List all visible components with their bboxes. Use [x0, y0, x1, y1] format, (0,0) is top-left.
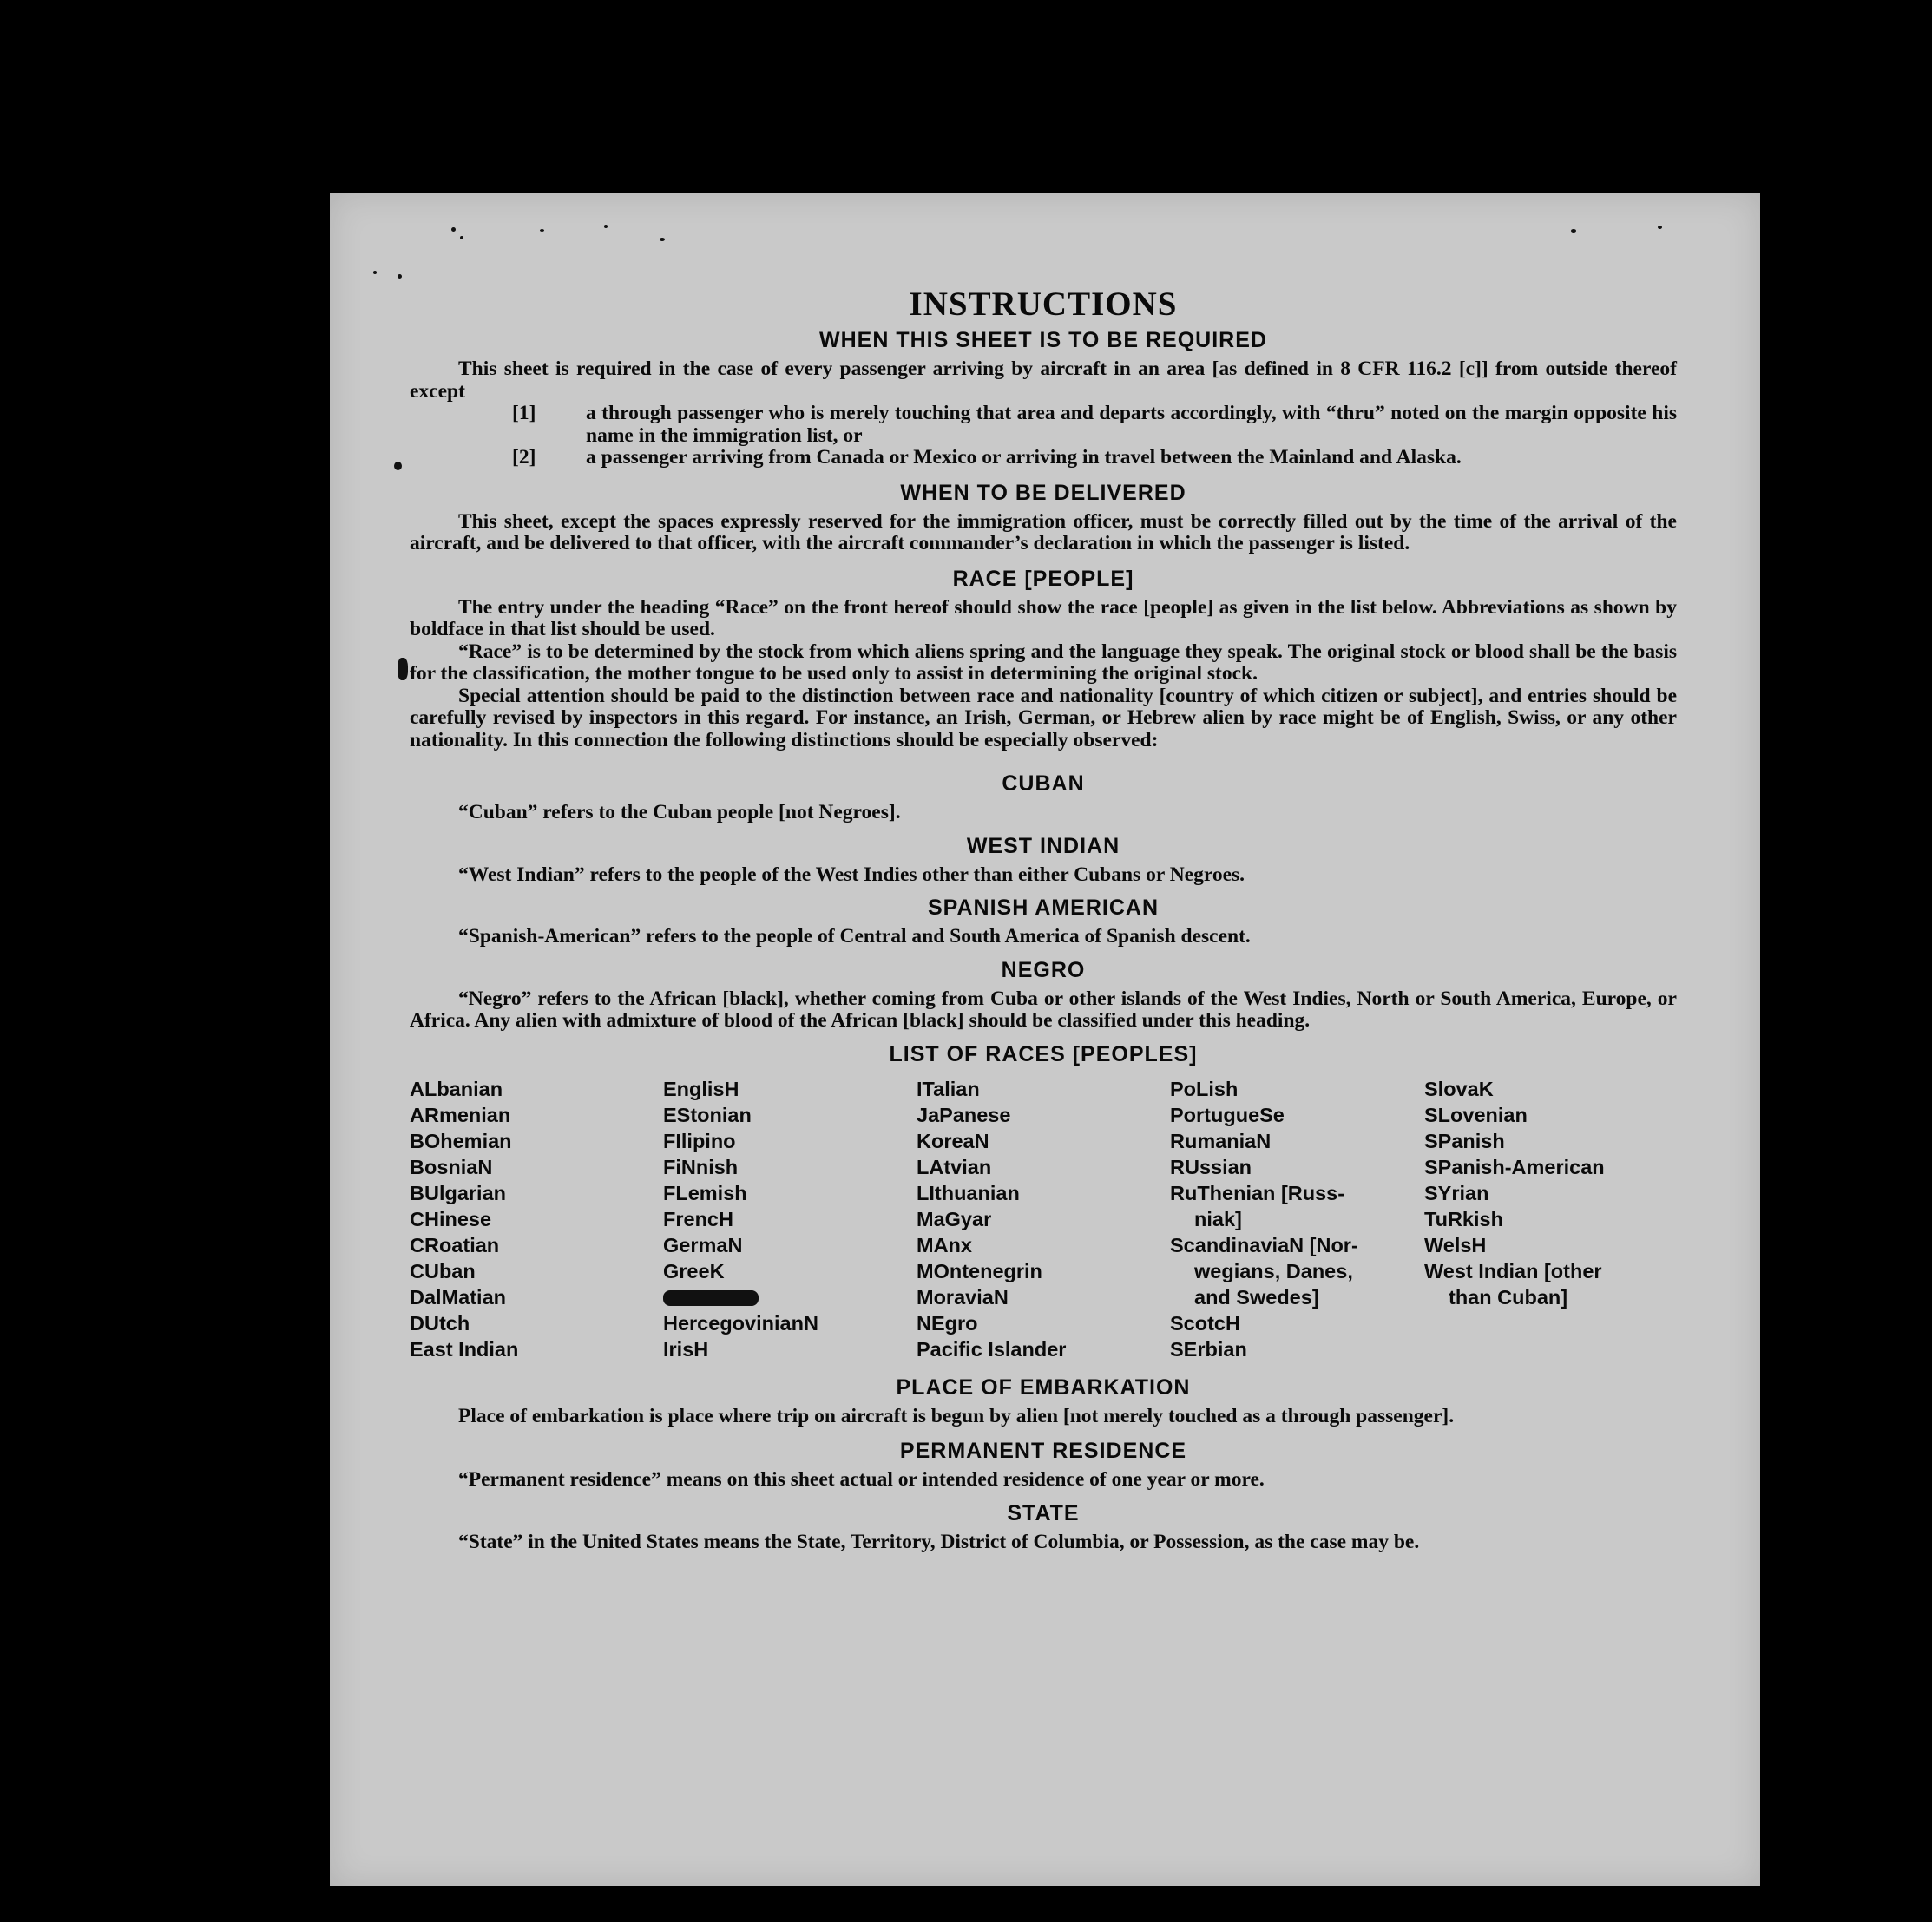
race-entry: FLemish: [663, 1181, 747, 1204]
race-entry: PortugueSe: [1170, 1103, 1285, 1126]
state-text: “State” in the United States means the State, Territory, District of Columbia, or Possession, as the case may be.: [458, 1530, 1420, 1553]
section-heading-list-of-races: LIST OF RACES [PEOPLES]: [889, 1041, 1198, 1066]
item-text: a through passenger who is merely touching that area and departs accordingly, with “thru” noted on the margin opposite his name in the immigration list, or: [586, 402, 1677, 447]
embarkation-text: Place of embarkation is place where trip on aircraft is begun by alien [not merely touched as a through passenger].: [458, 1404, 1455, 1427]
race-entry: SErbian: [1170, 1337, 1247, 1361]
races-column-1: [410, 1076, 663, 1362]
ink-speck: [398, 274, 402, 279]
races-column-3: [917, 1076, 1170, 1362]
race-entry: ARmenian: [410, 1103, 511, 1126]
race-entry: EStonian: [663, 1103, 752, 1126]
cuban-text: “Cuban” refers to the Cuban people [not Negroes].: [458, 801, 901, 823]
section-heading-race: RACE [PEOPLE]: [952, 566, 1134, 591]
race-entry: TuRkish: [1424, 1207, 1503, 1230]
race-entry: Pacific Islander: [917, 1337, 1067, 1361]
race-entry: MOntenegrin: [917, 1259, 1042, 1282]
race-entry: NEgro: [917, 1311, 978, 1335]
race-entry: EnglisH: [663, 1077, 739, 1100]
race-paragraph-1: The entry under the heading “Race” on the front hereof should show the race [people] as given in the list below. Abbreviations as shown by boldface in that list should be used.: [410, 595, 1677, 640]
race-entry: ScotcH: [1170, 1311, 1240, 1335]
ink-speck: [398, 658, 408, 680]
race-entry: ScandinaviaN [Nor-: [1170, 1233, 1358, 1256]
section-heading-embarkation: PLACE OF EMBARKATION: [896, 1374, 1191, 1400]
ink-speck: [540, 229, 544, 232]
races-list: [410, 1076, 1677, 1362]
races-column-5: [1424, 1076, 1677, 1362]
race-entry: WelsH: [1424, 1233, 1487, 1256]
section-heading-spanish-american: SPANISH AMERICAN: [927, 895, 1159, 920]
race-entry-continued: and Swedes]: [1194, 1285, 1319, 1309]
race-entry: SPanish: [1424, 1129, 1505, 1152]
race-entry: IrisH: [663, 1337, 709, 1361]
race-entry: DUtch: [410, 1311, 470, 1335]
race-entry: GermaN: [663, 1233, 743, 1256]
ink-speck: [1658, 226, 1662, 229]
race-entry: RUssian: [1170, 1155, 1252, 1178]
race-entry: BUlgarian: [410, 1181, 506, 1204]
residence-text: “Permanent residence” means on this sheet actual or intended residence of one year or more.: [458, 1468, 1265, 1491]
section-heading-residence: PERMANENT RESIDENCE: [899, 1439, 1187, 1463]
race-entry: LIthuanian: [917, 1181, 1020, 1204]
item-text: a passenger arriving from Canada or Mexico or arriving in travel between the Mainland and Alaska.: [586, 446, 1462, 469]
ink-speck: [373, 271, 377, 274]
race-entry: ALbanian: [410, 1077, 503, 1100]
exception-item-1: [410, 403, 1677, 447]
race-paragraph-2: “Race” is to be determined by the stock from which aliens spring and the language they speak. The original stock or blood shall be the basis for the classification, the mother tongue to be used only to assist in determining the original stock.: [410, 640, 1677, 685]
race-entry: CUban: [410, 1259, 476, 1282]
page-title: INSTRUCTIONS: [909, 285, 1178, 323]
race-entry: SPanish-American: [1424, 1155, 1605, 1178]
race-entry: RuThenian [Russ-: [1170, 1181, 1345, 1204]
race-entry: DalMatian: [410, 1285, 506, 1309]
race-entry: CHinese: [410, 1207, 492, 1230]
race-entry: KoreaN: [917, 1129, 989, 1152]
ink-speck: [451, 227, 456, 232]
delivered-text: This sheet, except the spaces expressly reserved for the immigration officer, must be correctly filled out by the time of the arrival of the aircraft, and be delivered to that officer, with the aircraft commander’s declaration in which the passenger is listed.: [410, 509, 1677, 554]
race-entry: SlovaK: [1424, 1077, 1494, 1100]
race-paragraph-3: Special attention should be paid to the distinction between race and nationality [country of which citizen or subject], and entries should be carefully revised by inspectors in this regard. For instance, an Irish, German, or Hebrew alien by race might be of English, Swiss, or any other nationality. In this connection the following distinctions should be especially observed:: [410, 684, 1677, 751]
race-entry: CRoatian: [410, 1233, 500, 1256]
race-entry: HercegovinianN: [663, 1311, 818, 1335]
ink-speck: [460, 236, 463, 239]
race-entry: PoLish: [1170, 1077, 1239, 1100]
race-entry: East Indian: [410, 1337, 519, 1361]
race-entry-continued: than Cuban]: [1449, 1285, 1568, 1309]
section-heading-negro: NEGRO: [1001, 957, 1086, 982]
section-heading-delivered: WHEN TO BE DELIVERED: [900, 480, 1186, 505]
race-entry: FrencH: [663, 1207, 733, 1230]
race-entry: SLovenian: [1424, 1103, 1528, 1126]
section-heading-state: STATE: [1007, 1500, 1080, 1525]
race-entry-continued: wegians, Danes,: [1194, 1259, 1353, 1282]
spanish-american-text: “Spanish-American” refers to the people of Central and South America of Spanish descent.: [458, 925, 1251, 948]
exception-item-2: [410, 447, 1677, 469]
instructions-content: [410, 284, 1677, 1553]
races-column-2: [663, 1076, 917, 1362]
redacted-entry: [663, 1284, 917, 1310]
required-intro: This sheet is required in the case of every passenger arriving by aircraft in an area [as defined in 8 CFR 116.2 [c]] from outside thereof except: [410, 358, 1677, 403]
race-entry: FIlipino: [663, 1129, 736, 1152]
section-heading-cuban: CUBAN: [1002, 771, 1085, 796]
section-heading-required: WHEN THIS SHEET IS TO BE REQUIRED: [819, 328, 1267, 352]
negro-text: “Negro” refers to the African [black], whether coming from Cuba or other islands of the West Indies, North or South America, Europe, or Africa. Any alien with admixture of blood of the African [black] should be classified under this heading.: [410, 987, 1677, 1032]
ink-speck: [660, 238, 665, 241]
item-number: [1]: [512, 402, 536, 424]
section-heading-west-indian: WEST INDIAN: [966, 833, 1120, 858]
ink-speck: [1571, 229, 1576, 233]
race-entry: ITalian: [917, 1077, 980, 1100]
west-indian-text: “West Indian” refers to the people of the West Indies other than either Cubans or Negroes.: [458, 863, 1245, 886]
race-entry: LAtvian: [917, 1155, 992, 1178]
ink-speck: [604, 225, 608, 228]
race-entry: JaPanese: [917, 1103, 1011, 1126]
race-entry: MAnx: [917, 1233, 972, 1256]
redaction-mark: [663, 1290, 759, 1306]
race-entry: BosniaN: [410, 1155, 493, 1178]
race-entry-continued: niak]: [1194, 1207, 1242, 1230]
item-number: [2]: [512, 446, 536, 469]
document-page: [330, 193, 1760, 1886]
ink-speck: [394, 462, 402, 470]
race-entry: West Indian [other: [1424, 1259, 1602, 1282]
race-entry: BOhemian: [410, 1129, 512, 1152]
race-entry: MaGyar: [917, 1207, 992, 1230]
race-entry: GreeK: [663, 1259, 725, 1282]
race-entry: SYrian: [1424, 1181, 1489, 1204]
race-entry: RumaniaN: [1170, 1129, 1272, 1152]
races-column-4: [1170, 1076, 1424, 1362]
race-entry: MoraviaN: [917, 1285, 1009, 1309]
race-entry: FiNnish: [663, 1155, 739, 1178]
